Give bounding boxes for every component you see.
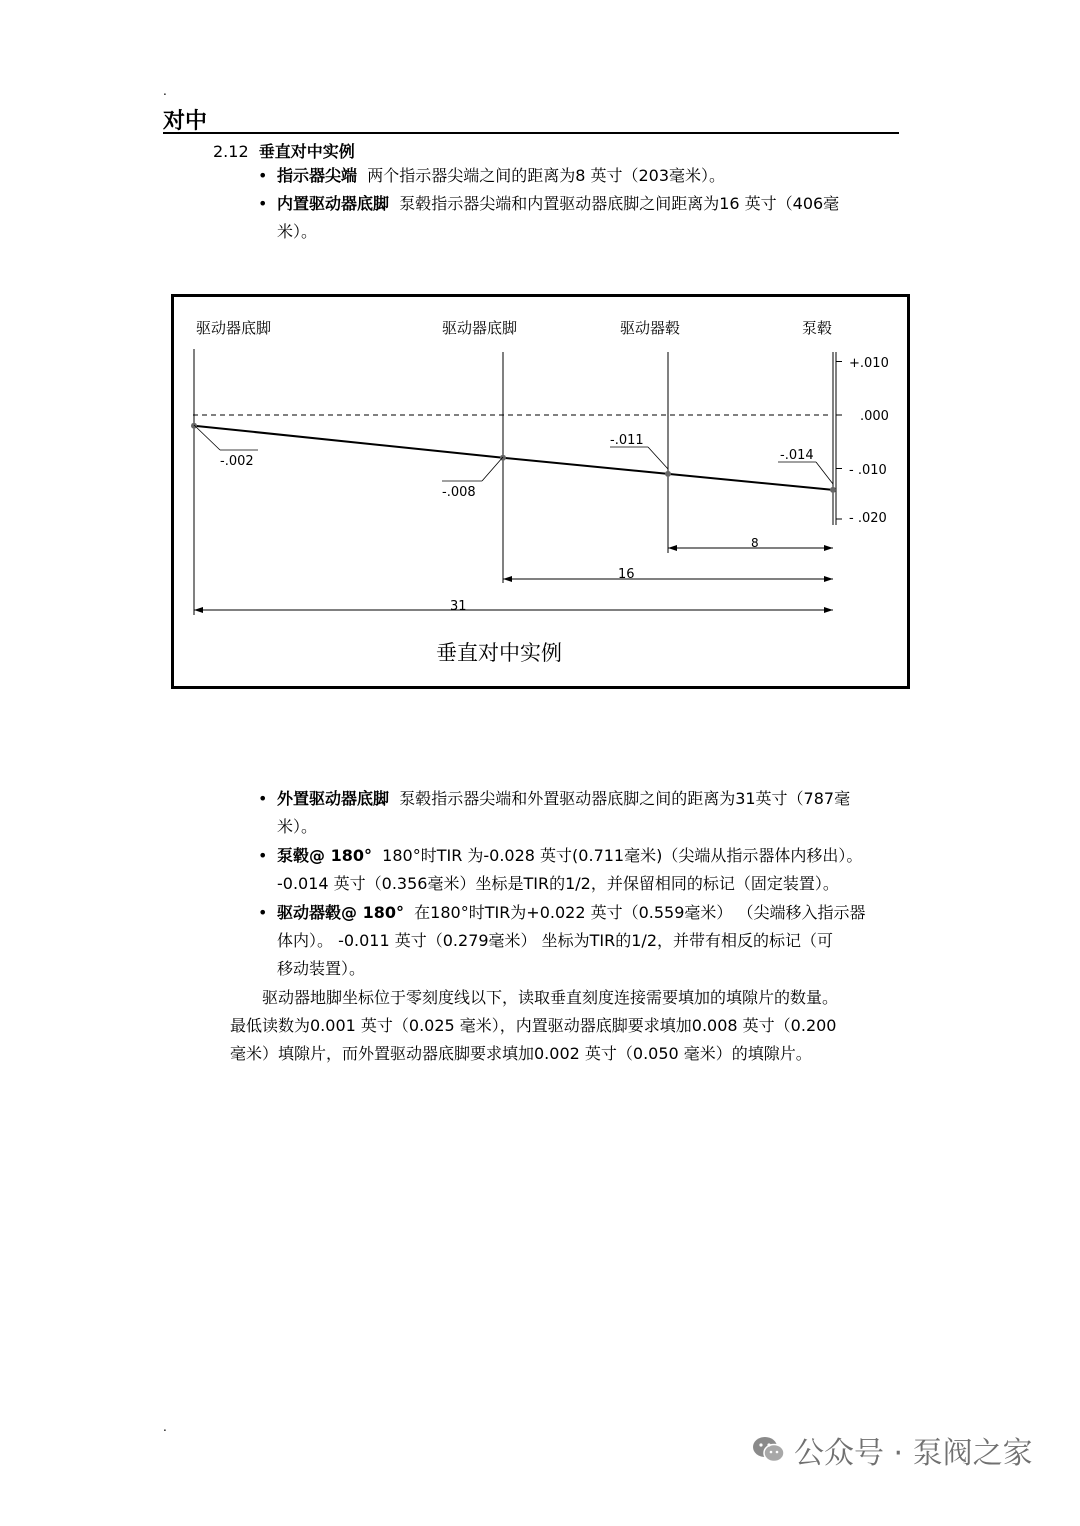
arrow-head [824,607,833,613]
bullet-text: 泵毂指示器尖端和外置驱动器底脚之间的距离为31英寸（787毫 [399,789,851,808]
closing-paragraph [230,984,920,1068]
data-point [191,423,197,429]
scale-label: +.010 [849,356,889,371]
arrow-head [503,576,512,582]
bullet-term: 外置驱动器底脚 [277,789,390,808]
top-dot: . [163,84,167,98]
bullet-term: 驱动器毂@ 180° [277,903,404,922]
leader-line [648,447,668,469]
watermark [752,1428,1033,1472]
data-point [665,471,671,477]
dimension-label: 8 [751,536,759,550]
bullet-text: 两个指示器尖端之间的距离为8 英寸（203毫米）。 [367,166,725,185]
alignment-chart [174,297,907,686]
bullet-icon: • [258,903,268,922]
bullet-indicator-tip [258,162,918,190]
bullet-term: 内置驱动器底脚 [277,194,390,213]
bullet-inner-driver-foot [258,190,918,246]
column-label: 泵毂 [802,319,833,337]
bullet-continuation: 体内）。 -0.011 英寸（0.279毫米） 坐标为TIR的1/2，并带有相反的标记（可 [277,931,834,950]
bullet-outer-driver-foot [258,785,918,841]
bullet-term: 泵毂@ 180° [277,846,372,865]
leader-line [816,462,833,484]
bullet-continuation: 移动装置）。 [277,959,366,978]
alignment-line [194,426,833,490]
dimension-label: 16 [618,567,635,582]
dimension-label: 31 [450,599,467,614]
watermark-text: 公众号 · 泵阀之家 [794,1436,1033,1471]
bullet-term: 指示器尖端 [277,166,358,185]
point-label: -.008 [442,485,476,500]
paragraph-line: 最低读数为0.001 英寸（0.025 毫米），内置驱动器底脚要求填加0.008 英寸（0.200 [230,1016,837,1035]
column-label: 驱动器底脚 [196,319,272,337]
scale-label: - .010 [849,463,887,478]
column-label: 驱动器毂 [620,319,681,337]
bullet-icon: • [258,194,268,213]
point-label: -.002 [220,454,254,469]
figure-frame [171,294,910,689]
bullet-text: 180°时TIR 为-0.028 英寸(0.711毫米)（尖端从指示器体内移出）。 [382,846,863,865]
bullet-icon: • [258,789,268,808]
scale-label: - .020 [849,511,887,526]
scale-label: .000 [860,409,889,424]
paragraph-line: 毫米）填隙片，而外置驱动器底脚要求填加0.002 英寸（0.050 毫米）的填隙片。 [230,1044,812,1063]
point-label: -.011 [610,433,644,448]
section-number: 2.12 [213,142,249,161]
section-heading [213,139,355,162]
data-point [830,487,836,493]
bullet-pump-hub [258,842,938,898]
leader-line [482,457,503,481]
wechat-icon [752,1435,786,1465]
arrow-head [824,576,833,582]
bullet-driver-hub [258,899,918,983]
section-title: 垂直对中实例 [258,142,355,161]
column-label: 驱动器底脚 [442,319,518,337]
arrow-head [668,545,677,551]
paragraph-line: 驱动器地脚坐标位于零刻度线以下，读取垂直刻度连接需要填加的填隙片的数量。 [262,988,839,1007]
bullet-text: 在180°时TIR为+0.022 英寸（0.559毫米） （尖端移入指示器 [414,903,866,922]
bullet-text: 泵毂指示器尖端和内置驱动器底脚之间距离为16 英寸（406毫 [399,194,840,213]
header-rule [163,132,899,134]
bullet-continuation: -0.014 英寸（0.356毫米）坐标是TIR的1/2，并保留相同的标记（固定装置）。 [277,874,839,893]
bottom-dot: . [163,1420,167,1434]
point-label: -.014 [780,448,814,463]
bullet-icon: • [258,846,268,865]
bullet-continuation: 米）。 [277,817,318,836]
arrow-head [824,545,833,551]
bullet-continuation: 米）。 [277,222,318,241]
header-title: 对中 [163,109,208,134]
arrow-head [194,607,203,613]
figure-caption: 垂直对中实例 [436,641,562,665]
bullet-icon: • [258,166,268,185]
